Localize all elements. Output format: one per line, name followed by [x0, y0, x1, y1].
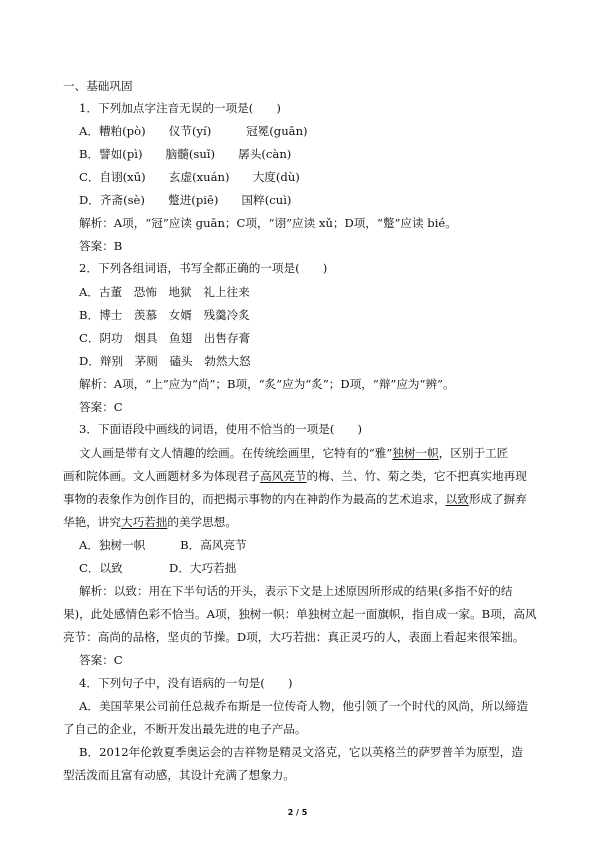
q3-analysis-line-3: 亮节：高尚的品格，坚贞的节操。D项，大巧若拙：真正灵巧的人，表面上看起来很笨拙。	[63, 630, 525, 644]
q3-stem: 3．下面语段中画线的词语，使用不恰当的一项是( )	[79, 422, 363, 436]
q1-option-d: D．齐斋(sè) 蹩进(piē) 国粹(cuì)	[79, 193, 292, 207]
underlined-term-4: 大巧若拙	[120, 515, 168, 529]
q4-option-b-line-1: B．2012年伦敦夏季奥运会的吉祥物是精灵文洛克，它以英格兰的萨罗普羊为原型，造	[79, 745, 523, 759]
q3-analysis-line-2: 果)，此处感情色彩不恰当。A项，独树一帜：单独树立起一面旗帜，指自成一家。B项，高风	[63, 607, 537, 621]
q3-passage-line-2: 画和院体画。文人画题材多为体现君子高风亮节的梅、兰、竹、菊之类，它不把真实地再现	[63, 469, 527, 483]
q2-option-b: B．博士 羡慕 女婿 残羹冷炙	[79, 308, 250, 322]
q2-answer: 答案：C	[79, 400, 123, 414]
q1-option-b: B．譬如(pì) 脑髓(suǐ) 孱头(càn)	[79, 147, 292, 161]
section-title: 一、基础巩固	[63, 79, 133, 93]
q3-passage-line-3: 事物的表象作为创作目的，而把揭示事物的内在神韵作为最高的艺术追求，以致形成了摒弃	[63, 492, 527, 506]
q4-stem: 4．下列句子中，没有语病的一句是( )	[79, 676, 293, 690]
q4-option-b-line-2: 型活泼而且富有动感，其设计充满了想象力。	[63, 768, 295, 782]
q1-stem: 1．下列加点字注音无误的一项是( )	[79, 101, 281, 115]
q2-option-a: A．古董 恐怖 地狱 礼上往来	[79, 285, 250, 299]
q2-option-d: D．辩别 茅厕 磕头 勃然大怒	[79, 354, 251, 368]
q1-option-c: C．自诩(xū) 玄虚(xuán) 大度(dù)	[79, 170, 300, 184]
page-number: 2 / 5	[287, 808, 308, 817]
q3-answer: 答案：C	[79, 653, 123, 667]
underlined-term-2: 高风亮节	[260, 469, 307, 483]
q1-answer: 答案：B	[79, 239, 123, 253]
underlined-term-3: 以致	[445, 492, 469, 506]
q3-options-cd: C．以致 D．大巧若拙	[79, 561, 237, 575]
q3-analysis-line-1: 解析：以致：用在下半句话的开头，表示下文是上述原因所形成的结果(多指不好的结	[79, 584, 513, 598]
q1-option-a: A．糟粕(pò) 仪节(yí) 冠冕(guān)	[79, 124, 308, 138]
q1-analysis: 解析：A项，“冠”应读 guān；C项，“诩”应读 xǔ；D项，“蹩”应读 bié。	[79, 216, 457, 230]
q2-option-c: C．阴功 烟具 鱼翅 出售存膏	[79, 331, 251, 345]
q2-stem: 2．下列各组词语，书写全都正确的一项是( )	[79, 261, 328, 275]
q3-passage-line-4: 华艳，讲究大巧若拙的美学思想。	[63, 515, 237, 529]
q4-option-a-line-1: A．美国苹果公司前任总裁乔布斯是一位传奇人物，他引领了一个时代的风尚，所以缔造	[79, 699, 528, 713]
underlined-term-1: 独树一帜	[392, 446, 439, 460]
q3-options-ab: A．独树一帜 B．高风亮节	[79, 538, 247, 552]
q2-analysis: 解析：A项，“上”应为“尚”；B项，“炙”应为“炙”；D项，“辩”应为“辨”。	[79, 377, 455, 391]
q4-option-a-line-2: 了自己的企业，不断开发出最先进的电子产品。	[63, 722, 307, 736]
q3-passage-line-1: 文人画是带有文人情趣的绘画。在传统绘画里，它特有的“雅”独树一帜，区别于工匠	[79, 446, 509, 460]
